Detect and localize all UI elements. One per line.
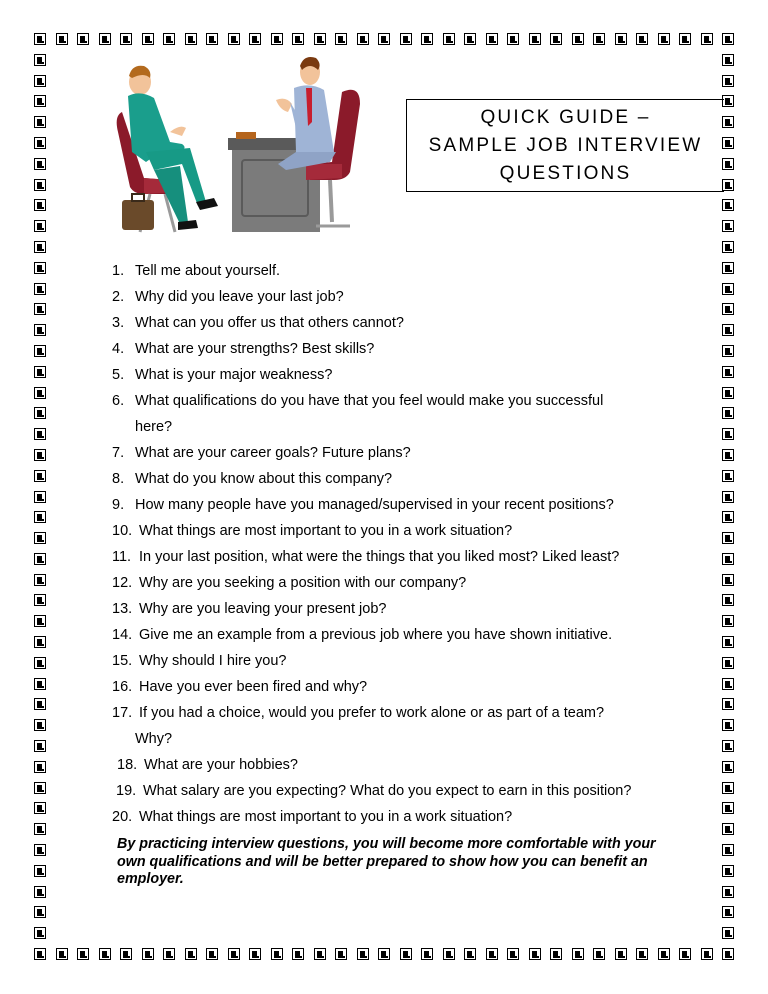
question-text: What are your career goals? Future plans? [135, 445, 411, 461]
question-number: 7. [112, 445, 125, 461]
border-square-icon [572, 33, 584, 45]
list-item [112, 648, 712, 674]
border-square-icon [77, 948, 89, 960]
title-box [406, 99, 724, 192]
list-item [112, 804, 712, 830]
border-square-icon [120, 33, 132, 45]
border-square-icon [722, 283, 734, 295]
border-square-icon [34, 116, 46, 128]
question-number: 10. [112, 523, 133, 539]
border-square-icon [722, 698, 734, 710]
border-square-icon [636, 33, 648, 45]
list-item [112, 310, 712, 336]
border-square-icon [34, 491, 46, 503]
list-item [112, 440, 712, 466]
border-square-icon [507, 33, 519, 45]
border-square-icon [722, 366, 734, 378]
border-square-icon [34, 657, 46, 669]
border-square-icon [421, 33, 433, 45]
border-square-icon [99, 33, 111, 45]
border-square-icon [34, 906, 46, 918]
border-square-icon [722, 553, 734, 565]
border-square-icon [34, 761, 46, 773]
border-square-icon [335, 948, 347, 960]
border-square-icon [421, 948, 433, 960]
question-text: What salary are you expecting? What do you expect to earn in this position? [143, 783, 632, 799]
border-square-icon [34, 220, 46, 232]
border-square-icon [615, 948, 627, 960]
border-square-icon [34, 594, 46, 606]
border-square-icon [206, 948, 218, 960]
border-square-icon [292, 948, 304, 960]
border-square-icon [228, 33, 240, 45]
border-square-icon [593, 33, 605, 45]
border-square-icon [34, 366, 46, 378]
border-square-icon [529, 948, 541, 960]
border-square-icon [142, 948, 154, 960]
question-text: How many people have you managed/supervised in your recent positions? [135, 497, 614, 513]
border-square-icon [722, 823, 734, 835]
border-square-icon [271, 948, 283, 960]
border-square-icon [722, 906, 734, 918]
border-square-icon [292, 33, 304, 45]
border-square-icon [507, 948, 519, 960]
border-square-icon [34, 199, 46, 211]
border-square-icon [185, 948, 197, 960]
border-square-icon [722, 33, 734, 45]
border-square-icon [722, 532, 734, 544]
job-interview-clipart-icon [110, 52, 370, 237]
list-item [112, 258, 712, 284]
list-item [112, 544, 712, 570]
question-text: Give me an example from a previous job where you have shown initiative. [139, 627, 613, 643]
border-square-icon [56, 948, 68, 960]
list-item [112, 336, 712, 362]
border-square-icon [722, 761, 734, 773]
border-square-icon [679, 33, 691, 45]
border-square-icon [722, 574, 734, 586]
question-number: 16. [112, 679, 133, 695]
border-square-icon [163, 948, 175, 960]
question-text: What are your strengths? Best skills? [135, 341, 375, 357]
border-square-icon [550, 33, 562, 45]
border-square-icon [400, 33, 412, 45]
border-square-icon [34, 636, 46, 648]
border-square-icon [34, 948, 46, 960]
question-number: 6. [112, 393, 125, 409]
border-square-icon [658, 948, 670, 960]
border-square-icon [34, 428, 46, 440]
border-square-icon [443, 948, 455, 960]
list-item [112, 622, 712, 648]
question-text: What are your hobbies? [144, 757, 298, 773]
border-square-icon [572, 948, 584, 960]
border-square-icon [722, 428, 734, 440]
question-text: Why should I hire you? [139, 653, 287, 669]
border-square-icon [314, 33, 326, 45]
border-square-icon [722, 636, 734, 648]
border-square-icon [486, 948, 498, 960]
border-square-icon [722, 927, 734, 939]
border-square-icon [701, 948, 713, 960]
question-number: 19. [116, 783, 137, 799]
question-text: In your last position, what were the things that you liked most? Liked least? [139, 549, 620, 565]
border-square-icon [34, 615, 46, 627]
question-text: Have you ever been fired and why? [139, 679, 368, 695]
border-square-icon [357, 33, 369, 45]
border-square-icon [34, 740, 46, 752]
border-square-icon [34, 95, 46, 107]
border-square-icon [486, 33, 498, 45]
list-item [112, 700, 712, 752]
border-square-icon [34, 75, 46, 87]
question-number: 4. [112, 341, 125, 357]
border-square-icon [34, 33, 46, 45]
question-number: 17. [112, 705, 133, 721]
border-square-icon [34, 574, 46, 586]
border-square-icon [34, 283, 46, 295]
border-square-icon [722, 740, 734, 752]
border-square-icon [34, 303, 46, 315]
question-number: 20. [112, 809, 133, 825]
border-square-icon [701, 33, 713, 45]
border-square-icon [550, 948, 562, 960]
border-square-icon [34, 407, 46, 419]
border-square-icon [34, 511, 46, 523]
question-text: Why are you leaving your present job? [139, 601, 387, 617]
border-square-icon [722, 511, 734, 523]
border-square-icon [378, 948, 390, 960]
border-square-icon [34, 158, 46, 170]
border-square-icon [163, 33, 175, 45]
border-square-icon [34, 532, 46, 544]
border-square-icon [34, 241, 46, 253]
question-number: 5. [112, 367, 125, 383]
border-square-icon [529, 33, 541, 45]
border-square-icon [34, 886, 46, 898]
border-square-icon [443, 33, 455, 45]
border-square-icon [722, 657, 734, 669]
border-square-icon [722, 241, 734, 253]
question-text: Why are you seeking a position with our company? [139, 575, 467, 591]
border-square-icon [722, 324, 734, 336]
border-square-icon [34, 678, 46, 690]
border-square-icon [722, 199, 734, 211]
question-number: 13. [112, 601, 133, 617]
border-square-icon [249, 948, 261, 960]
border-square-icon [34, 137, 46, 149]
border-square-icon [120, 948, 132, 960]
list-item [112, 362, 712, 388]
question-number: 11. [112, 549, 132, 565]
border-square-icon [378, 33, 390, 45]
border-square-icon [34, 802, 46, 814]
border-square-icon [722, 844, 734, 856]
border-square-icon [400, 948, 412, 960]
title-line-1: QUICK GUIDE – [480, 106, 651, 128]
border-square-icon [34, 449, 46, 461]
question-number: 18. [117, 757, 138, 773]
question-text: If you had a choice, would you prefer to work alone or as part of a team? Why? [135, 705, 605, 747]
border-square-icon [722, 594, 734, 606]
list-item [112, 284, 712, 310]
question-text: What is your major weakness? [135, 367, 333, 383]
list-item [112, 570, 712, 596]
list-item [112, 674, 712, 700]
question-text: What do you know about this company? [135, 471, 393, 487]
border-square-icon [722, 449, 734, 461]
border-square-icon [34, 719, 46, 731]
list-item [112, 596, 712, 622]
question-number: 3. [112, 315, 125, 331]
border-square-icon [335, 33, 347, 45]
border-square-icon [679, 948, 691, 960]
border-square-icon [722, 615, 734, 627]
border-square-icon [34, 387, 46, 399]
question-text: What things are most important to you in a work situation? [139, 809, 513, 825]
list-item [112, 492, 712, 518]
border-square-icon [722, 303, 734, 315]
border-square-icon [34, 823, 46, 835]
question-text: Why did you leave your last job? [135, 289, 344, 305]
border-square-icon [722, 865, 734, 877]
question-list [112, 258, 712, 830]
border-square-icon [464, 33, 476, 45]
question-number: 2. [112, 289, 125, 305]
title-line-3: QUESTIONS [499, 162, 632, 184]
border-square-icon [722, 345, 734, 357]
border-square-icon [206, 33, 218, 45]
border-square-icon [615, 33, 627, 45]
border-square-icon [722, 782, 734, 794]
question-number: 8. [112, 471, 125, 487]
question-number: 9. [112, 497, 125, 513]
border-square-icon [722, 719, 734, 731]
border-square-icon [722, 387, 734, 399]
border-square-icon [722, 678, 734, 690]
list-item [112, 518, 712, 544]
question-number: 15. [112, 653, 133, 669]
border-square-icon [722, 886, 734, 898]
list-item [112, 388, 712, 440]
question-text: Tell me about yourself. [135, 263, 281, 279]
list-item [112, 466, 712, 492]
border-square-icon [34, 844, 46, 856]
question-number: 12. [112, 575, 133, 591]
border-square-icon [314, 948, 326, 960]
border-square-icon [722, 407, 734, 419]
border-square-icon [34, 262, 46, 274]
border-square-icon [722, 54, 734, 66]
border-square-icon [271, 33, 283, 45]
border-square-icon [34, 698, 46, 710]
border-square-icon [722, 491, 734, 503]
question-text: What things are most important to you in a work situation? [139, 523, 513, 539]
border-square-icon [34, 54, 46, 66]
title-line-2: SAMPLE JOB INTERVIEW [428, 134, 703, 156]
border-square-icon [56, 33, 68, 45]
border-square-icon [185, 33, 197, 45]
list-item [112, 778, 712, 804]
question-number: 14. [112, 627, 133, 643]
border-square-icon [722, 75, 734, 87]
border-square-icon [34, 865, 46, 877]
border-square-icon [636, 948, 648, 960]
border-square-icon [77, 33, 89, 45]
border-square-icon [249, 33, 261, 45]
border-square-icon [34, 345, 46, 357]
border-square-icon [228, 948, 240, 960]
border-square-icon [722, 262, 734, 274]
border-square-icon [34, 553, 46, 565]
closing-statement: By practicing interview questions, you will become more comfortable with your own qualifications and will be better prepared to show how you can benefit an employer. [117, 836, 656, 887]
border-square-icon [34, 782, 46, 794]
border-square-icon [34, 470, 46, 482]
border-square-icon [34, 179, 46, 191]
question-text: What can you offer us that others cannot? [135, 315, 404, 331]
border-square-icon [593, 948, 605, 960]
border-square-icon [99, 948, 111, 960]
border-square-icon [722, 948, 734, 960]
border-square-icon [357, 948, 369, 960]
question-number: 1. [112, 263, 125, 279]
border-square-icon [34, 927, 46, 939]
border-square-icon [142, 33, 154, 45]
question-text: What qualifications do you have that you feel would make you successful here? [135, 393, 604, 435]
list-item [112, 752, 712, 778]
border-square-icon [658, 33, 670, 45]
border-square-icon [722, 470, 734, 482]
border-square-icon [722, 802, 734, 814]
border-square-icon [464, 948, 476, 960]
border-square-icon [34, 324, 46, 336]
border-square-icon [722, 220, 734, 232]
